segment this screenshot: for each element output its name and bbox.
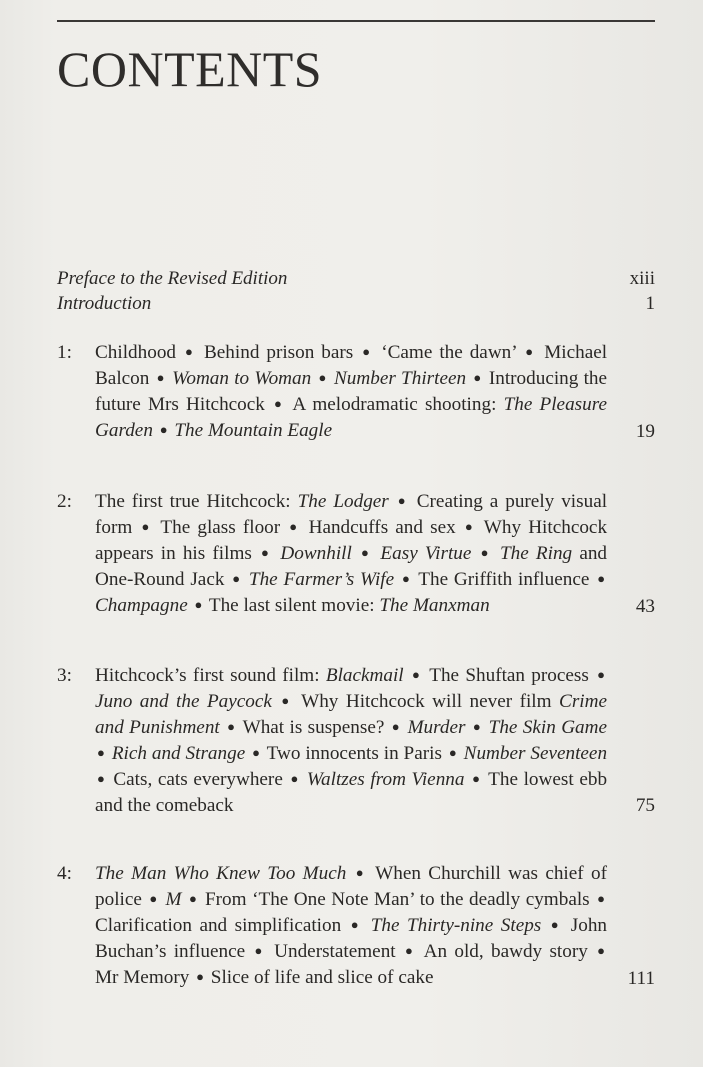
topic-text: Easy Virtue: [380, 542, 472, 564]
toc-chapter-3: [57, 664, 655, 818]
bullet-separator: ●: [597, 942, 606, 958]
topic-text: ‘Came the dawn’: [381, 342, 517, 363]
topic-text: and One-Round Jack: [95, 542, 608, 590]
toc-page-number: 43: [635, 595, 655, 617]
topic-text: From ‘The One Note Man’ to the deadly cymbals: [205, 888, 590, 910]
toc-page-number: 19: [635, 420, 655, 442]
topic-text: The glass floor: [160, 516, 281, 538]
bullet-separator: ●: [254, 942, 265, 958]
topic-text: A melodramatic shooting:: [292, 393, 504, 415]
bullet-separator: ●: [448, 744, 457, 760]
bullet-separator: ●: [159, 421, 168, 437]
toc-entry-label: Introduction: [57, 293, 152, 314]
topic-text: Rich and Strange: [111, 742, 246, 764]
topic-text: Woman to Woman: [172, 367, 312, 389]
topic-text: Number Thirteen: [334, 367, 467, 389]
bullet-separator: ●: [97, 770, 106, 786]
bullet-separator: ●: [597, 570, 606, 586]
bullet-separator: ●: [141, 518, 152, 534]
chapter-topics: [95, 490, 607, 620]
toc-chapter-1: [57, 341, 655, 445]
bullet-separator: ●: [185, 344, 196, 359]
topic-text: Handcuffs and sex: [308, 516, 456, 538]
bullet-separator: ●: [401, 570, 411, 586]
bullet-separator: ●: [472, 718, 482, 734]
bullet-separator: ●: [472, 770, 481, 786]
chapter-number: 3:: [57, 665, 72, 686]
bullet-separator: ●: [252, 744, 261, 760]
bullet-separator: ●: [149, 890, 158, 906]
topic-text: The Ring: [499, 542, 573, 564]
bullet-separator: ●: [525, 344, 536, 359]
topic-text: The Thirty-nine Steps: [370, 914, 542, 936]
toc-page-number: xiii: [629, 268, 655, 289]
topic-text: Introducing the future Mrs Hitchcock: [95, 367, 608, 415]
bullet-separator: ●: [194, 596, 203, 612]
chapter-number: 4:: [57, 863, 72, 884]
toc-chapter-4: [57, 862, 655, 992]
bullet-separator: ●: [411, 667, 422, 682]
topic-text: The Shuftan process: [429, 665, 589, 686]
topic-text: Crime and Punishment: [95, 690, 608, 738]
top-rule: [57, 20, 655, 22]
topic-text: The Lodger: [297, 491, 389, 512]
bullet-separator: ●: [227, 718, 236, 734]
bullet-separator: ●: [550, 916, 562, 932]
toc-entry-label: Preface to the Revised Edition: [57, 268, 288, 289]
topic-text: The Man Who Knew Too Much: [95, 863, 347, 884]
bullet-separator: ●: [156, 369, 165, 385]
bullet-separator: ●: [362, 344, 373, 359]
topic-text: The Skin Game: [488, 716, 608, 738]
bullet-separator: ●: [350, 916, 362, 932]
topic-text: Clarification and simplification: [95, 914, 342, 936]
topic-text: The Griffith influence: [418, 568, 590, 590]
topic-text: The Manxman: [379, 594, 490, 616]
bullet-separator: ●: [597, 667, 606, 682]
topic-text: The lowest ebb and the comeback: [95, 768, 608, 816]
topic-text: Childhood: [95, 342, 177, 363]
topic-text: Mr Memory: [95, 966, 190, 988]
bullet-separator: ●: [196, 968, 204, 984]
toc-chapter-2: [57, 490, 655, 620]
chapter-number: 1:: [57, 342, 72, 363]
bullet-separator: ●: [188, 890, 198, 906]
bullet-separator: ●: [97, 744, 105, 760]
topic-text: The Pleasure Garden: [95, 393, 607, 441]
page-title: CONTENTS: [57, 41, 323, 97]
topic-text: An old, bawdy story: [423, 940, 588, 962]
toc-page-number: 75: [635, 794, 655, 816]
topic-text: Blackmail: [325, 665, 404, 686]
topic-text: Understatement: [274, 940, 396, 962]
topic-text: Behind prison bars: [203, 342, 354, 363]
bullet-separator: ●: [261, 544, 272, 560]
topic-text: Waltzes from Vienna: [306, 768, 465, 790]
topic-text: The Mountain Eagle: [174, 419, 333, 441]
topic-text: Michael Balcon: [95, 342, 608, 389]
bullet-separator: ●: [397, 493, 408, 508]
bullet-separator: ●: [274, 395, 285, 411]
toc-page-number: 111: [627, 967, 655, 989]
bullet-separator: ●: [597, 890, 606, 906]
chapter-topics: [95, 664, 607, 818]
topic-text: M: [165, 888, 182, 910]
toc-entry-preface: [57, 266, 655, 291]
topic-text: Slice of life and slice of cake: [210, 966, 434, 988]
topic-text: The Farmer’s Wife: [248, 568, 395, 590]
topic-text: Downhill: [280, 542, 352, 564]
bullet-separator: ●: [281, 692, 292, 708]
topic-text: Cats, cats everywhere: [113, 768, 283, 790]
topic-text: Why Hitchcock will never film: [301, 690, 560, 712]
chapter-topics: [95, 862, 607, 992]
topic-text: When Churchill was chief of police: [95, 863, 607, 910]
topic-text: Murder: [407, 716, 466, 738]
topic-text: Why Hitchcock appears in his films: [95, 516, 608, 564]
toc-entry-introduction: [57, 291, 655, 316]
topic-text: Juno and the Paycock: [95, 690, 272, 712]
bullet-separator: ●: [290, 770, 300, 786]
bullet-separator: ●: [289, 518, 300, 534]
topic-text: Two innocents in Paris: [266, 742, 442, 764]
bullet-separator: ●: [404, 942, 416, 958]
topic-text: John Buchan’s influence: [95, 914, 608, 962]
chapter-number: 2:: [57, 491, 72, 512]
topic-text: The first true Hitchcock:: [95, 491, 298, 512]
topic-text: Creating a purely visual form: [95, 491, 608, 538]
topic-text: The last silent movie:: [208, 594, 380, 616]
toc-page-number: 1: [645, 293, 655, 314]
bullet-separator: ●: [361, 544, 372, 560]
bullet-separator: ●: [355, 865, 367, 880]
bullet-separator: ●: [473, 369, 482, 385]
bullet-separator: ●: [480, 544, 491, 560]
bullet-separator: ●: [464, 518, 475, 534]
topic-text: Champagne: [95, 594, 188, 616]
topic-text: Hitchcock’s first sound film:: [95, 665, 326, 686]
topic-text: Number Seventeen: [463, 742, 608, 764]
bullet-separator: ●: [318, 369, 327, 385]
topic-text: What is suspense?: [242, 716, 385, 738]
bullet-separator: ●: [232, 570, 242, 586]
chapter-topics: [95, 341, 607, 445]
bullet-separator: ●: [391, 718, 401, 734]
